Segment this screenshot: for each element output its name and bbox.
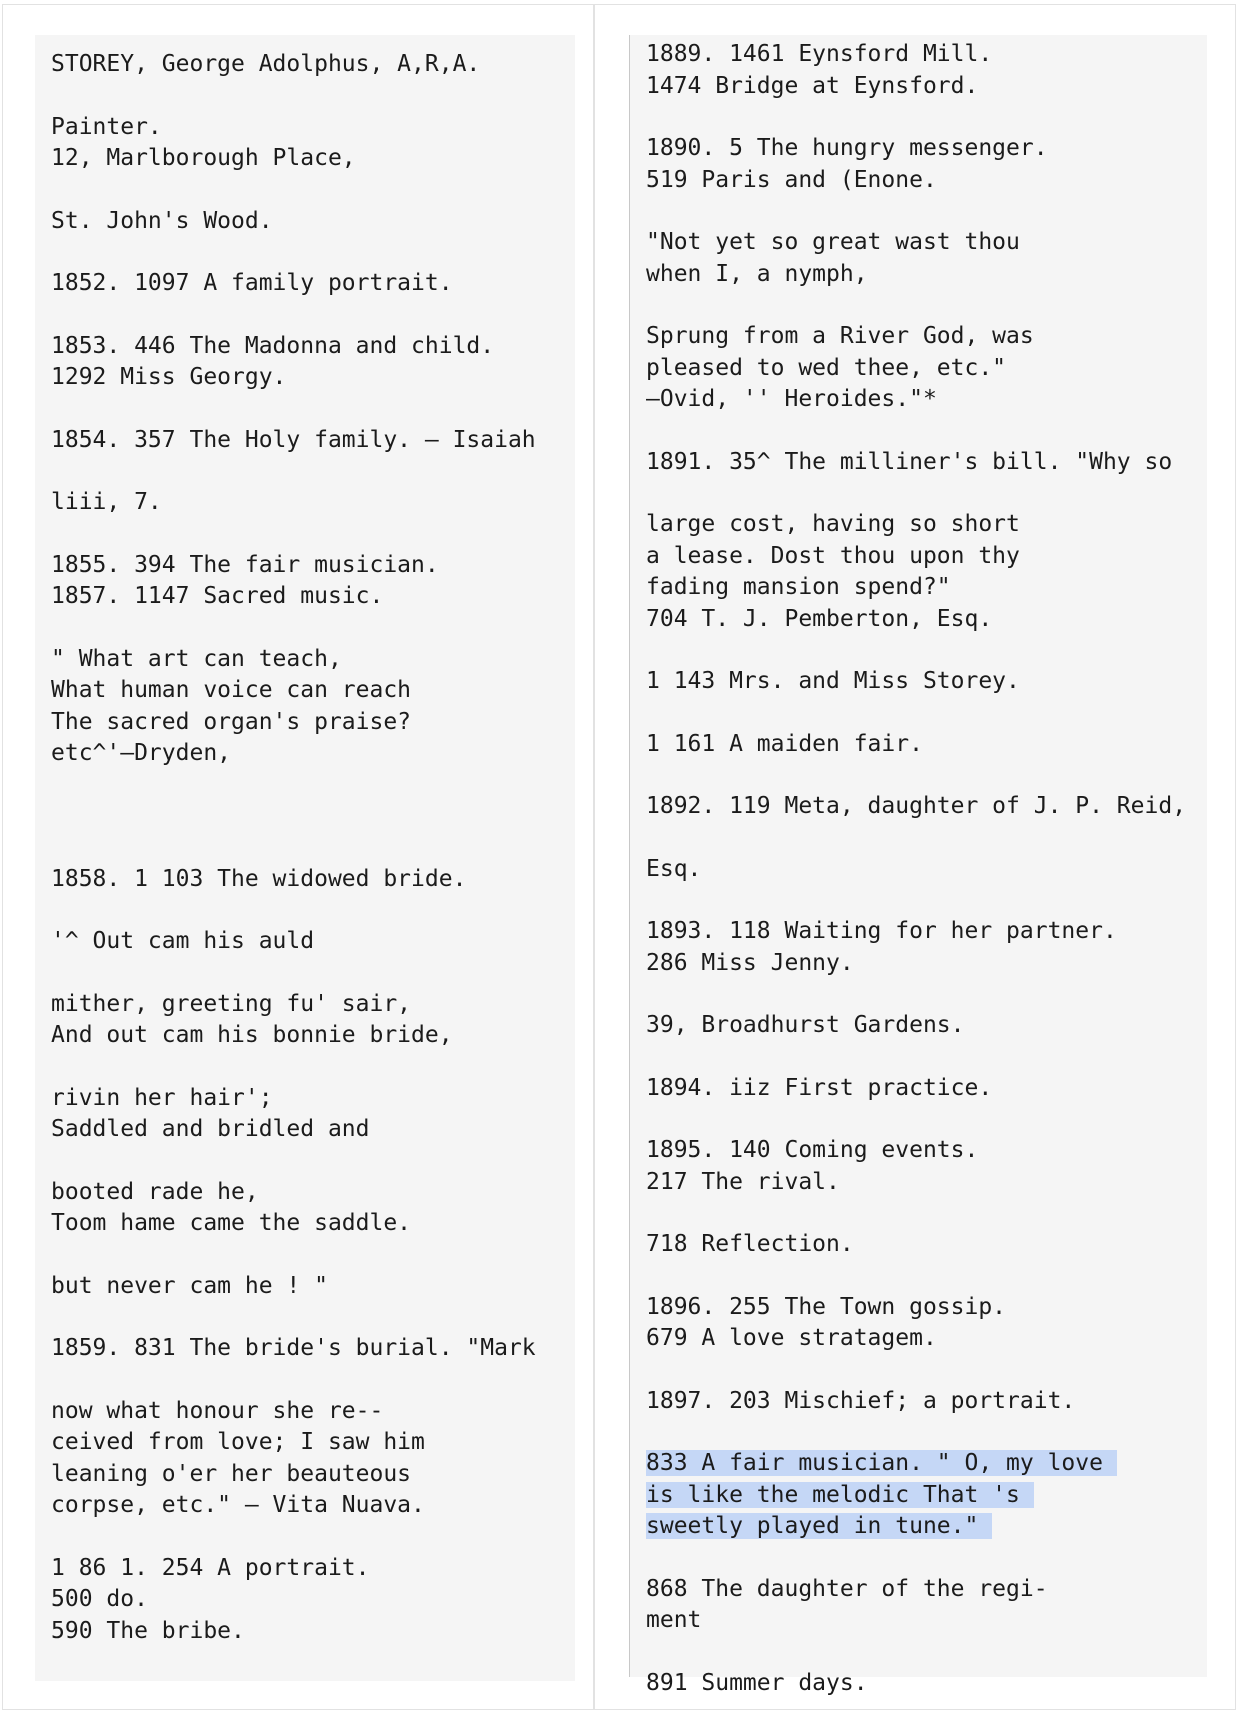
text-paragraph[interactable] (646, 729, 1191, 761)
text-paragraph[interactable] (646, 791, 1191, 823)
text-line: pleased to wed thee, etc." (646, 354, 1007, 381)
text-line: 500 do. (51, 1586, 148, 1612)
text-line (646, 1511, 1191, 1543)
text-line: 1 143 Mrs. and Miss Storey. (646, 668, 1020, 694)
text-paragraph[interactable] (51, 926, 559, 958)
text-paragraph[interactable] (51, 644, 559, 770)
text-paragraph[interactable] (646, 1073, 1191, 1105)
text-paragraph[interactable] (51, 268, 559, 300)
text-line: 286 Miss Jenny. (646, 949, 854, 976)
text-line: leaning o'er her beauteous (51, 1460, 412, 1487)
text-paragraph[interactable] (646, 1135, 1191, 1198)
text-line: 1292 Miss Georgy. (51, 364, 287, 390)
text-line: 1897. 203 Mischief; a portrait. (646, 1387, 1076, 1414)
text-line: 1893. 118 Waiting for her partner. (646, 918, 1117, 944)
text-line: 1853. 446 The Madonna and child. (51, 332, 495, 359)
text-line: 1894. iiz First practice. (646, 1074, 993, 1101)
selected-text: sweetly played in tune." (646, 1513, 993, 1539)
text-paragraph[interactable] (646, 133, 1191, 196)
text-paragraph[interactable] (51, 1396, 559, 1522)
left-page (2, 4, 594, 1710)
selected-text: 833 A fair musician. " O, my love (646, 1450, 1117, 1476)
text-line: ceived from love; I saw him (51, 1429, 425, 1455)
text-line: 519 Paris and (Enone. (646, 166, 937, 193)
text-paragraph[interactable] (51, 331, 559, 394)
text-line: 39, Broadhurst Gardens. (646, 1012, 965, 1038)
right-text-panel (629, 35, 1207, 1696)
text-line: 1857. 1147 Sacred music. (51, 583, 384, 609)
left-text-panel (35, 35, 575, 1681)
text-paragraph[interactable] (646, 39, 1191, 102)
text-line: 718 Reflection. (646, 1231, 854, 1257)
text-line: fading mansion spend?" (646, 574, 951, 600)
right-page (594, 4, 1236, 1710)
text-line: Toom hame came the saddle. (51, 1210, 412, 1236)
text-line: The sacred organ's praise? (51, 708, 412, 735)
text-line: And out cam his bonnie bride, (51, 1022, 453, 1048)
text-line: STOREY, George Adolphus, A,R,A. (51, 51, 481, 77)
text-paragraph[interactable] (646, 1448, 1191, 1543)
text-line: Esq. (646, 855, 702, 882)
text-line: 1891. 35^ The milliner's bill. "Why so (646, 448, 1173, 475)
text-line: 1858. 1 103 The widowed bride. (51, 865, 467, 892)
text-line: 679 A love stratagem. (646, 1325, 937, 1351)
text-line: 1892. 119 Meta, daughter of J. P. Reid, (646, 793, 1187, 819)
text-line: booted rade he, (51, 1178, 259, 1205)
text-line: " What art can teach, (51, 645, 342, 672)
text-line: corpse, etc." — Vita Nuava. (51, 1492, 425, 1518)
text-paragraph[interactable] (646, 1386, 1191, 1418)
text-paragraph[interactable] (51, 864, 559, 896)
text-line: Painter. (51, 113, 162, 140)
text-line: 868 The daughter of the regi- (646, 1575, 1048, 1602)
text-paragraph[interactable] (646, 1668, 1191, 1700)
text-paragraph[interactable] (51, 550, 559, 613)
text-paragraph[interactable] (51, 49, 559, 81)
text-paragraph[interactable] (51, 1083, 559, 1146)
text-line: but never cam he ! " (51, 1272, 328, 1299)
text-line: 1 86 1. 254 A portrait. (51, 1554, 370, 1581)
text-line: liii, 7. (51, 489, 162, 515)
text-line: 217 The rival. (646, 1168, 840, 1195)
text-line: 1889. 1461 Eynsford Mill. (646, 41, 993, 67)
text-line: —Ovid, '' Heroides."* (646, 386, 937, 412)
text-paragraph[interactable] (646, 916, 1191, 979)
text-paragraph[interactable] (646, 1292, 1191, 1355)
text-line: 891 Summer days. (646, 1669, 868, 1696)
text-line (646, 1480, 1191, 1512)
text-line: St. John's Wood. (51, 207, 273, 234)
blank-gap (51, 801, 559, 864)
text-line: Sprung from a River God, was (646, 323, 1034, 349)
text-line: What human voice can reach (51, 677, 412, 703)
text-paragraph[interactable] (51, 1271, 559, 1303)
text-paragraph[interactable] (646, 666, 1191, 698)
text-paragraph[interactable] (646, 227, 1191, 290)
text-line: 1852. 1097 A family portrait. (51, 270, 453, 296)
text-paragraph[interactable] (646, 854, 1191, 886)
text-line: 1854. 357 The Holy family. — Isaiah (51, 426, 536, 453)
text-line: 590 The bribe. (51, 1617, 245, 1644)
text-line: Saddled and bridled and (51, 1116, 370, 1142)
text-line: large cost, having so short (646, 511, 1020, 537)
text-line: a lease. Dost thou upon thy (646, 542, 1020, 569)
selected-text: is like the melodic That 's (646, 1481, 1034, 1508)
text-line: 12, Marlborough Place, (51, 145, 356, 171)
text-paragraph[interactable] (646, 321, 1191, 416)
text-line: "Not yet so great wast thou (646, 229, 1020, 255)
text-line: etc^'—Dryden, (51, 740, 232, 766)
text-line: mither, greeting fu' sair, (51, 990, 412, 1017)
text-line: 1859. 831 The bride's burial. "Mark (51, 1335, 536, 1361)
text-paragraph[interactable] (646, 1574, 1191, 1637)
text-line: '^ Out cam his auld (51, 928, 315, 954)
text-line: 1474 Bridge at Eynsford. (646, 72, 979, 99)
text-paragraph[interactable] (646, 447, 1191, 479)
text-paragraph[interactable] (646, 1010, 1191, 1042)
text-line: when I, a nymph, (646, 260, 868, 287)
text-line (646, 1448, 1191, 1480)
text-line: 1896. 255 The Town gossip. (646, 1293, 1007, 1320)
text-paragraph[interactable] (51, 487, 559, 519)
text-line: 1855. 394 The fair musician. (51, 551, 439, 578)
text-paragraph[interactable] (646, 1229, 1191, 1261)
text-line: 704 T. J. Pemberton, Esq. (646, 605, 993, 632)
text-line: now what honour she re-- (51, 1397, 384, 1424)
text-paragraph[interactable] (51, 989, 559, 1052)
text-paragraph[interactable] (51, 112, 559, 175)
text-line: 1 161 A maiden fair. (646, 730, 923, 757)
text-paragraph[interactable] (646, 509, 1191, 635)
text-paragraph[interactable] (51, 1553, 559, 1648)
text-paragraph[interactable] (51, 206, 559, 238)
text-line: ment (646, 1607, 702, 1633)
text-line: 1895. 140 Coming events. (646, 1137, 979, 1163)
text-paragraph[interactable] (51, 1177, 559, 1240)
text-paragraph[interactable] (51, 425, 559, 457)
text-line: 1890. 5 The hungry messenger. (646, 135, 1048, 161)
text-line: rivin her hair'; (51, 1084, 273, 1111)
text-paragraph[interactable] (51, 1333, 559, 1365)
